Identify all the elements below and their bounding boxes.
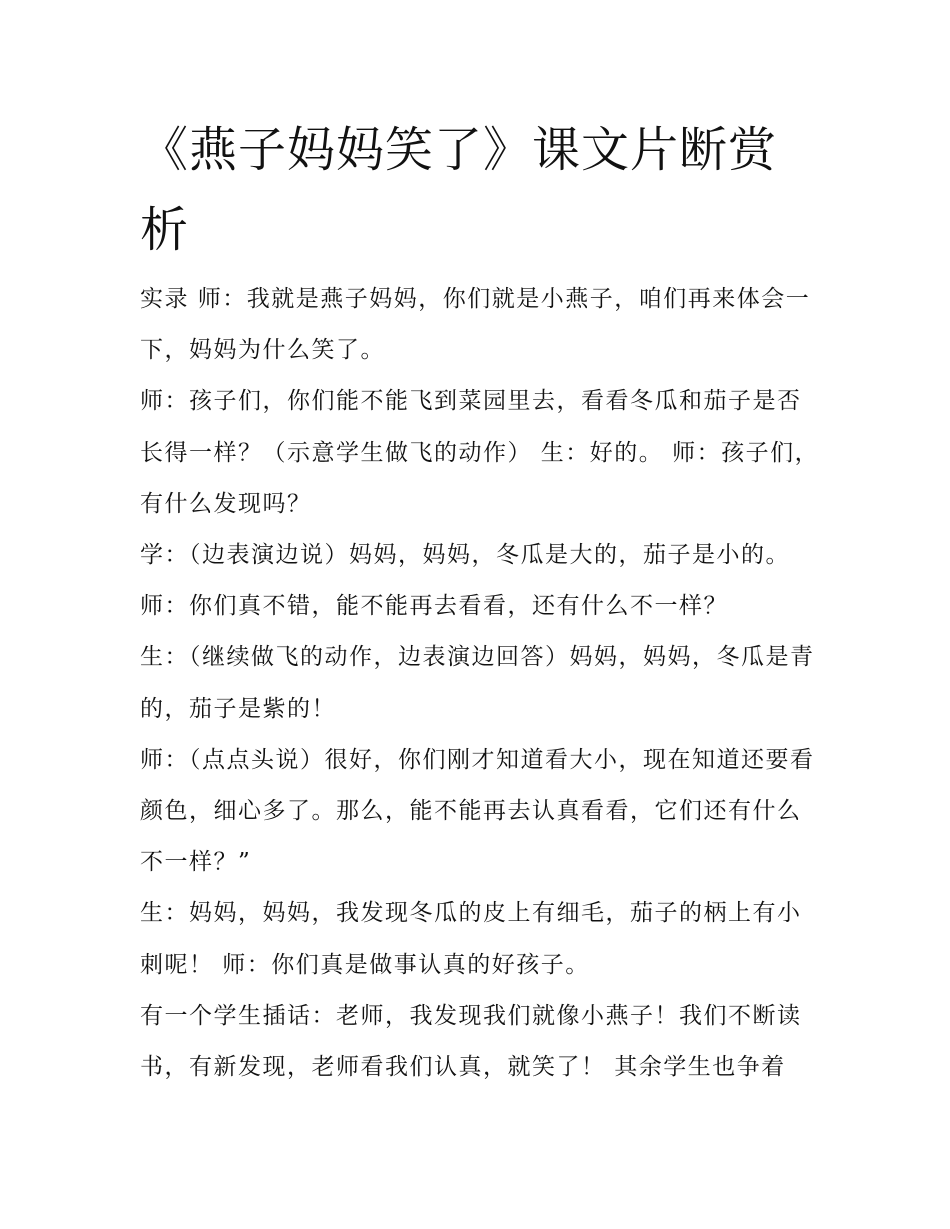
paragraph: 师：你们真不错，能不能再去看看，还有什么不一样？ [140, 593, 728, 620]
document-body [140, 274, 820, 1093]
document-title: 《燕子妈妈笑了》课文片断赏析 [140, 122, 778, 258]
paragraph: 学：（边表演边说）妈妈，妈妈，冬瓜是大的，茄子是小的。 [140, 542, 790, 569]
paragraph: 有一个学生插话：老师，我发现我们就像小燕子！我们不断读书，有新发现，老师看我们认真，就笑了！ 其余学生也争着 [140, 1002, 802, 1081]
paragraph: 师：孩子们，你们能不能飞到菜园里去，看看冬瓜和茄子是否长得一样？（示意学生做飞的动作） 生：好的。 师：孩子们，有什么发现吗？ [140, 388, 820, 517]
paragraph: 实录 师：我就是燕子妈妈，你们就是小燕子，咱们再来体会一下，妈妈为什么笑了。 [140, 286, 811, 364]
paragraph: 生：妈妈，妈妈，我发现冬瓜的皮上有细毛，茄子的柄上有小刺呢！ 师：你们真是做事认真的好孩子。 [140, 900, 802, 978]
paragraph: 生：（继续做飞的动作，边表演边回答）妈妈，妈妈，冬瓜是青的，茄子是紫的！ [140, 644, 815, 722]
paragraph: 师：（点点头说）很好，你们刚才知道看大小，现在知道还要看颜色，细心多了。那么，能不能再去认真看看，它们还有什么不一样？” [140, 746, 815, 876]
